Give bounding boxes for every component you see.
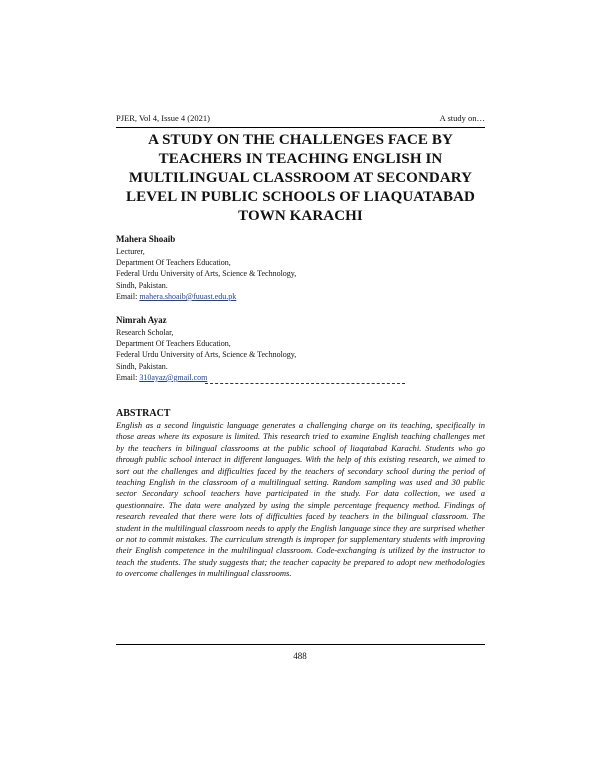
author-block [116, 314, 485, 383]
author-email-link[interactable]: mahera.shoaib@fuuast.edu.pk [139, 291, 237, 301]
email-label: Email: [116, 372, 138, 382]
author-role: Research Scholar, [116, 328, 174, 337]
running-header [116, 113, 485, 128]
author-department: Department Of Teachers Education, [116, 339, 231, 349]
journal-citation: PJER, Vol 4, Issue 4 (2021) [116, 113, 210, 123]
author-block [116, 233, 485, 302]
abstract-heading: ABSTRACT [116, 408, 171, 419]
page-number: 488 [293, 651, 307, 661]
author-name: Nimrah Ayaz [116, 315, 167, 325]
author-email-line [116, 372, 485, 383]
author-email-link[interactable]: 310ayaz@gmail.com [139, 372, 208, 382]
email-label: Email: [116, 291, 138, 301]
section-divider [205, 383, 405, 384]
paper-title: A STUDY ON THE CHALLENGES FACE BY TEACHERS IN TEACHING ENGLISH IN MULTILINGUAL CLASSROOM AT SECONDARY LEVEL IN PUBLIC SCHOOLS OF LIAQUATABAD TOWN KARACHI [125, 132, 475, 224]
author-role: Lecturer, [116, 247, 145, 256]
footer-rule [116, 644, 485, 645]
author-location: Sindh, Pakistan. [116, 280, 168, 290]
short-title: A study on… [439, 113, 485, 123]
author-name: Mahera Shoaib [116, 234, 176, 244]
author-university: Federal Urdu University of Arts, Science & Technology, [116, 269, 297, 279]
author-email-line [116, 291, 485, 302]
author-university: Federal Urdu University of Arts, Science & Technology, [116, 350, 297, 360]
author-department: Department Of Teachers Education, [116, 258, 231, 268]
abstract-text: English as a second linguistic language generates a challenging charge on its teaching, specifically in those areas where its exposure is limited. This research tried to examine English teaching challenges met by the teachers in bilingual classrooms at the public school of liaqatabad Karachi. Students who go through public school interact in different languages. With the help of this existing research, we aimed to sort out the challenges and difficulties faced by the teachers of secondary school during the period of teaching English in the classroom of a multilingual setting. Random sampling was used and 30 public sector Secondary school teachers have participated in the study. For data collection, we used a questionnaire. The data were analyzed by using the simple percentage frequency method. Findings of research revealed that there were lots of difficulties faced by teachers in the bilingual classroom. The student in the multilingual classroom needs to apply the English language since they are surprised whether or not to commit mistakes. The curriculum strength is improper for supplementary students with improving their English competence in the multilingual classroom. Code-exchanging is utilized by the instructor to teach the students. The study suggests that; the teacher capacity be prepared to adopt new methodologies to overcome challenges in multilingual classrooms. [116, 420, 485, 579]
author-location: Sindh, Pakistan. [116, 361, 168, 371]
